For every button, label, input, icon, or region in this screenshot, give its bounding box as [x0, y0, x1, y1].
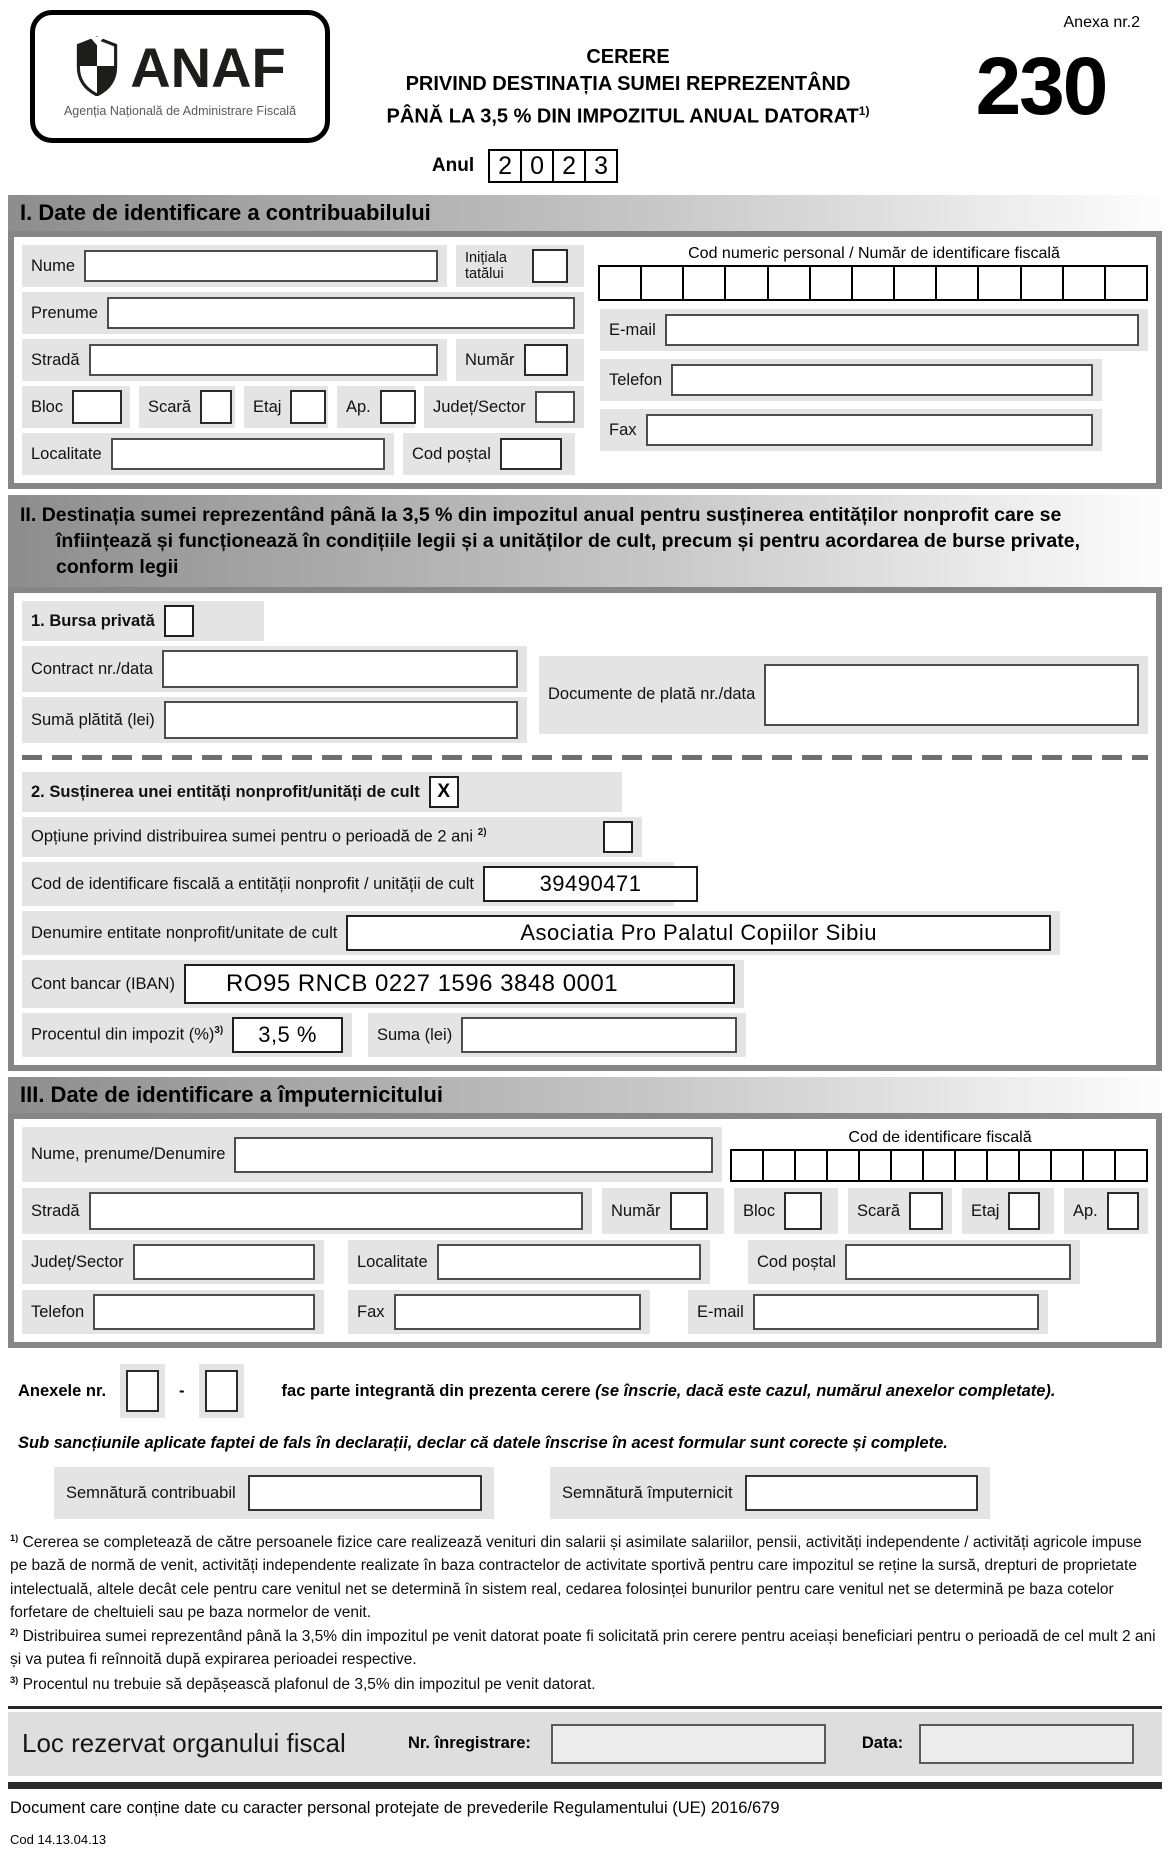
judet-label: Județ/Sector [433, 397, 526, 416]
imp-localitate-label: Localitate [357, 1252, 428, 1271]
imp-cif-cell[interactable] [858, 1149, 892, 1182]
bloc-input[interactable] [72, 390, 122, 424]
imp-cif-cell[interactable] [762, 1149, 796, 1182]
strada-label: Stradă [31, 350, 80, 369]
fax-input[interactable] [646, 414, 1093, 446]
imp-etaj-label: Etaj [971, 1201, 1000, 1220]
imp-cif-cell[interactable] [954, 1149, 988, 1182]
year-row [0, 149, 1162, 183]
imp-cif-label: Cod de identificare fiscală [848, 1129, 1032, 1146]
imp-cif-cell[interactable] [826, 1149, 860, 1182]
cnp-cell[interactable] [851, 265, 895, 301]
imp-scara-input[interactable] [909, 1192, 943, 1230]
field-etaj [244, 386, 328, 428]
field-suma-lei [368, 1013, 746, 1057]
imp-bloc-label: Bloc [743, 1201, 776, 1220]
anexe-text: fac parte integrantă din prezenta cerere (se înscrie, dacă este cazul, numărul anexelor completate). [281, 1381, 1056, 1400]
semnatura-imputernicit-input[interactable] [745, 1475, 978, 1511]
bursa-privata-label: 1. Bursa privată [31, 611, 155, 630]
nume-input[interactable] [84, 250, 438, 282]
localitate-label: Localitate [31, 444, 102, 463]
anaf-logo-text: ANAF [130, 36, 286, 99]
loc-rezervat-label: Loc rezervat organului fiscal [22, 1728, 346, 1759]
anexe-box-1-plate [120, 1364, 165, 1418]
field-suma-platita [22, 697, 527, 743]
documente-plata-input[interactable] [764, 664, 1139, 726]
imp-scara-label: Scară [857, 1201, 901, 1220]
etaj-label: Etaj [253, 397, 282, 416]
anexe-dash: - [179, 1381, 185, 1400]
contract-label: Contract nr./data [31, 659, 153, 678]
cnp-cell[interactable] [682, 265, 726, 301]
documente-plata-label: Documente de plată nr./data [548, 685, 756, 703]
field-imp-localitate [348, 1240, 710, 1284]
ap-label: Ap. [346, 397, 371, 416]
field-numar [456, 339, 584, 381]
form-header [8, 6, 1162, 143]
imp-numar-input[interactable] [670, 1192, 708, 1230]
footnotes [10, 1531, 1160, 1696]
semnatura-contribuabil-label: Semnătură contribuabil [66, 1483, 236, 1502]
imp-cif-cell[interactable] [730, 1149, 764, 1182]
title-footnote-ref: 1) [858, 104, 870, 118]
year-label: Anul [431, 155, 475, 176]
imp-cod-postal-label: Cod poștal [757, 1252, 836, 1271]
field-initiala-tatalui [456, 245, 584, 287]
field-imp-cif [732, 1127, 1148, 1182]
imp-ap-label: Ap. [1073, 1201, 1098, 1220]
form-number: 230 [975, 41, 1107, 132]
field-semnatura-contribuabil [54, 1467, 494, 1519]
optiune-2-ani-label: Opțiune privind distribuirea sumei pentru o perioadă de 2 ani $^{2)}$ [31, 827, 487, 846]
imp-cif-cell[interactable] [986, 1149, 1020, 1182]
imp-cif-cell[interactable] [1082, 1149, 1116, 1182]
cod-postal-input[interactable] [500, 438, 562, 470]
imp-nume-label: Nume, prenume/Denumire [31, 1145, 226, 1163]
form-title [330, 10, 926, 131]
optiune-2-ani-checkbox[interactable] [603, 821, 633, 853]
imp-ap-input[interactable] [1107, 1192, 1139, 1230]
field-imp-cod-postal [748, 1240, 1080, 1284]
anexe-box-2-plate [199, 1364, 244, 1418]
imp-telefon-label: Telefon [31, 1302, 85, 1321]
field-imp-judet [22, 1240, 324, 1284]
numar-label: Număr [465, 350, 515, 369]
imp-cif-cell[interactable] [1018, 1149, 1052, 1182]
imp-etaj-input[interactable] [1008, 1192, 1040, 1230]
iban-input[interactable]: RO95 RNCB 0227 1596 3848 0001 [184, 964, 735, 1004]
title-line-2: PRIVIND DESTINAȚIA SUMEI REPREZENTÂND [405, 73, 851, 95]
data-label: Data: [861, 1734, 904, 1753]
imp-cif-input [732, 1149, 1148, 1182]
section2-title: II. Destinația sumei reprezentând până la 3,5 % din impozitul anual pentru susținerea entităților nonprofit care se înființează și funcționează în condițiile legii și a unităților de cult, precum și pentru acordarea de burse private, conform legii [8, 495, 1162, 587]
separator-bar [8, 1782, 1162, 1789]
prenume-label: Prenume [31, 303, 98, 322]
anaf-logo-subtitle: Agenția Națională de Administrare Fiscală [63, 103, 297, 118]
fiscal-authority-bar [8, 1712, 1162, 1776]
cnp-cell[interactable] [767, 265, 811, 301]
footnote-2: $^{2)}$ Distribuirea sumei reprezentând până la 3,5% din impozitul pe venit datorat poate fi solicitată prin cerere pentru aceiași beneficiari pentru o perioadă de cel mult 2 ani și va putea fi reînnoită după expirarea perioadei respective. [10, 1626, 1156, 1669]
field-optiune-2-ani [22, 817, 642, 857]
suma-lei-label: Suma (lei) [377, 1025, 453, 1044]
prenume-input[interactable] [107, 297, 575, 329]
field-imp-etaj [962, 1188, 1054, 1234]
field-bursa-privata [22, 601, 264, 641]
telefon-label: Telefon [609, 370, 663, 389]
field-nume [22, 245, 447, 287]
field-contract [22, 646, 527, 692]
cnp-cell[interactable] [724, 265, 768, 301]
field-cif-entitate [22, 862, 674, 906]
entitate-nonprofit-label: 2. Susținerea unei entități nonprofit/unități de cult [31, 782, 420, 801]
field-imp-scara [848, 1188, 952, 1234]
imp-strada-input[interactable] [89, 1192, 583, 1230]
anexa-label: Anexa nr.2 [1063, 14, 1140, 31]
cnp-cell[interactable] [809, 265, 853, 301]
imp-nume-input[interactable] [234, 1137, 713, 1173]
bursa-privata-checkbox[interactable] [164, 605, 194, 637]
field-imp-telefon [22, 1290, 324, 1334]
initiala-label: Inițiala tatălui [465, 250, 507, 282]
iban-label: Cont bancar (IBAN) [31, 974, 175, 993]
cnp-cell[interactable] [1062, 265, 1106, 301]
imp-fax-label: Fax [357, 1302, 385, 1321]
suma-lei-input[interactable] [461, 1017, 737, 1053]
section2-body [8, 587, 1162, 1071]
cnp-cell[interactable] [893, 265, 937, 301]
anexe-label: Anexele nr. [18, 1381, 107, 1400]
field-telefon [600, 359, 1102, 401]
field-imp-email [688, 1290, 1048, 1334]
procent-label: Procentul din impozit (%)$^{3)}$ [31, 1025, 224, 1044]
denumire-entitate-input[interactable]: Asociatia Pro Palatul Copiilor Sibiu [346, 915, 1051, 951]
cnp-input [600, 265, 1148, 301]
imp-judet-label: Județ/Sector [31, 1252, 124, 1271]
anexe-from-input[interactable] [126, 1370, 159, 1412]
field-bloc [22, 386, 130, 428]
field-imp-fax [348, 1290, 650, 1334]
field-prenume [22, 292, 584, 334]
field-imp-numar [602, 1188, 724, 1234]
entitate-nonprofit-checkbox[interactable]: X [429, 776, 459, 808]
cod-postal-label: Cod poștal [412, 444, 491, 463]
declaration-text: Sub sancțiunile aplicate faptei de fals în declarații, declar că datele înscrise în acest formular sunt corecte și complete. [18, 1434, 948, 1452]
suma-platita-input[interactable] [164, 701, 518, 739]
privacy-notice: Document care conține date cu caracter personal protejate de prevederile Regulamentului (UE) 2016/679 [10, 1798, 780, 1817]
contract-input[interactable] [162, 650, 518, 688]
field-semnatura-imputernicit [550, 1467, 990, 1519]
scara-input[interactable] [200, 390, 232, 424]
field-denumire-entitate [22, 911, 1060, 955]
cnp-cell[interactable] [1020, 265, 1064, 301]
imp-cod-postal-input[interactable] [845, 1244, 1071, 1280]
cnp-cell[interactable] [640, 265, 684, 301]
localitate-input[interactable] [111, 438, 385, 470]
section3-body [8, 1113, 1162, 1348]
suma-platita-label: Sumă plătită (lei) [31, 710, 155, 729]
imp-cif-cell[interactable] [922, 1149, 956, 1182]
section1-body [8, 231, 1162, 489]
form-code: Cod 14.13.04.13 [10, 1831, 107, 1847]
field-imp-bloc [734, 1188, 838, 1234]
imp-telefon-input[interactable] [93, 1294, 315, 1330]
etaj-input[interactable] [290, 390, 326, 424]
initiala-input[interactable] [532, 249, 568, 283]
header-right [926, 10, 1156, 132]
telefon-input[interactable] [671, 364, 1093, 396]
cnp-cell[interactable] [977, 265, 1021, 301]
title-line-3: PÂNĂ LA 3,5 % DIN IMPOZITUL ANUAL DATORAT$^{1)}$ [386, 104, 870, 128]
dashed-divider [22, 755, 1148, 760]
semnatura-imputernicit-label: Semnătură împuternicit [562, 1483, 733, 1502]
section3-title: III. Date de identificare a împuternicitului [8, 1077, 1162, 1113]
nr-inregistrare-input[interactable] [551, 1724, 826, 1764]
field-imp-nume [22, 1127, 722, 1182]
strada-input[interactable] [89, 344, 438, 376]
field-scara [139, 386, 235, 428]
field-judet [424, 386, 584, 428]
field-ap [337, 386, 415, 428]
year-digit-2[interactable]: 0 [520, 149, 554, 183]
year-input [490, 149, 618, 183]
footnote-1: $^{1)}$ Cererea se completează de către persoanele fizice care realizează venituri din salarii și asimilate salariilor, pensii, activități independente / activități agricole impuse pe bază de normă de venit, activități independente realizate în baza contractelor de activitate sportivă pentru care impozitul se reține la sursă, drepturi de proprietate intelectuală, altele decât cele pentru care venitul net se determină în sistem real, cedarea folosinței bunurilor pentru care venitul net se determină pe baza cotelor forfetare de cheltuieli sau pe baza normelor de venit. [10, 1532, 1142, 1621]
cnp-cell[interactable] [1104, 265, 1148, 301]
denumire-entitate-label: Denumire entitate nonprofit/unitate de cult [31, 923, 338, 942]
footnote-3: $^{3)}$ Procentul nu trebuie să depășească plafonul de 3,5% din impozitul pe venit datorat. [10, 1674, 596, 1693]
field-procent [22, 1013, 352, 1057]
nume-label: Nume [31, 256, 76, 275]
ap-input[interactable] [380, 390, 416, 424]
field-cod-postal [403, 433, 575, 475]
field-iban [22, 960, 744, 1008]
imp-email-input[interactable] [753, 1294, 1039, 1330]
field-entitate-nonprofit [22, 772, 622, 812]
judet-input[interactable] [535, 391, 575, 423]
anaf-logo [30, 10, 330, 143]
cif-entitate-input[interactable]: 39490471 [483, 866, 698, 902]
anexe-to-input[interactable] [205, 1370, 238, 1412]
imp-bloc-input[interactable] [784, 1192, 822, 1230]
year-digit-3[interactable]: 2 [552, 149, 586, 183]
field-imp-ap [1064, 1188, 1148, 1234]
field-cnp [600, 245, 1148, 301]
procent-input[interactable]: 3,5 % [232, 1017, 343, 1053]
imp-cif-cell[interactable] [890, 1149, 924, 1182]
anaf-shield-icon [74, 36, 120, 101]
cnp-cell[interactable] [598, 265, 642, 301]
cnp-label: Cod numeric personal / Număr de identificare fiscală [688, 245, 1060, 262]
section1-title: I. Date de identificare a contribuabilului [8, 195, 1162, 231]
nr-inregistrare-label: Nr. înregistrare: [408, 1734, 531, 1753]
imp-strada-label: Stradă [31, 1201, 80, 1220]
year-digit-4[interactable]: 3 [584, 149, 618, 183]
title-line-1: CERERE [586, 46, 670, 68]
signatures-row [54, 1467, 1162, 1519]
field-email [600, 309, 1148, 351]
email-input[interactable] [665, 314, 1139, 346]
field-localitate [22, 433, 394, 475]
email-label: E-mail [609, 320, 656, 339]
field-documente-plata [539, 656, 1148, 734]
cnp-cell[interactable] [935, 265, 979, 301]
imp-localitate-input[interactable] [437, 1244, 701, 1280]
imp-numar-label: Număr [611, 1201, 661, 1220]
data-input[interactable] [919, 1724, 1134, 1764]
imp-cif-cell[interactable] [1050, 1149, 1084, 1182]
numar-input[interactable] [524, 344, 568, 376]
semnatura-contribuabil-input[interactable] [248, 1475, 482, 1511]
scara-label: Scară [148, 397, 192, 416]
imp-judet-input[interactable] [133, 1244, 315, 1280]
imp-cif-cell[interactable] [1114, 1149, 1148, 1182]
imp-fax-input[interactable] [394, 1294, 641, 1330]
year-digit-1[interactable]: 2 [488, 149, 522, 183]
cif-entitate-label: Cod de identificare fiscală a entității nonprofit / unității de cult [31, 874, 475, 893]
separator-line [8, 1706, 1162, 1709]
field-imp-strada [22, 1188, 592, 1234]
anexe-row [18, 1364, 1162, 1418]
imp-cif-cell[interactable] [794, 1149, 828, 1182]
fax-label: Fax [609, 420, 637, 439]
field-fax [600, 409, 1102, 451]
imp-email-label: E-mail [697, 1302, 744, 1321]
field-strada [22, 339, 447, 381]
bloc-label: Bloc [31, 397, 64, 416]
